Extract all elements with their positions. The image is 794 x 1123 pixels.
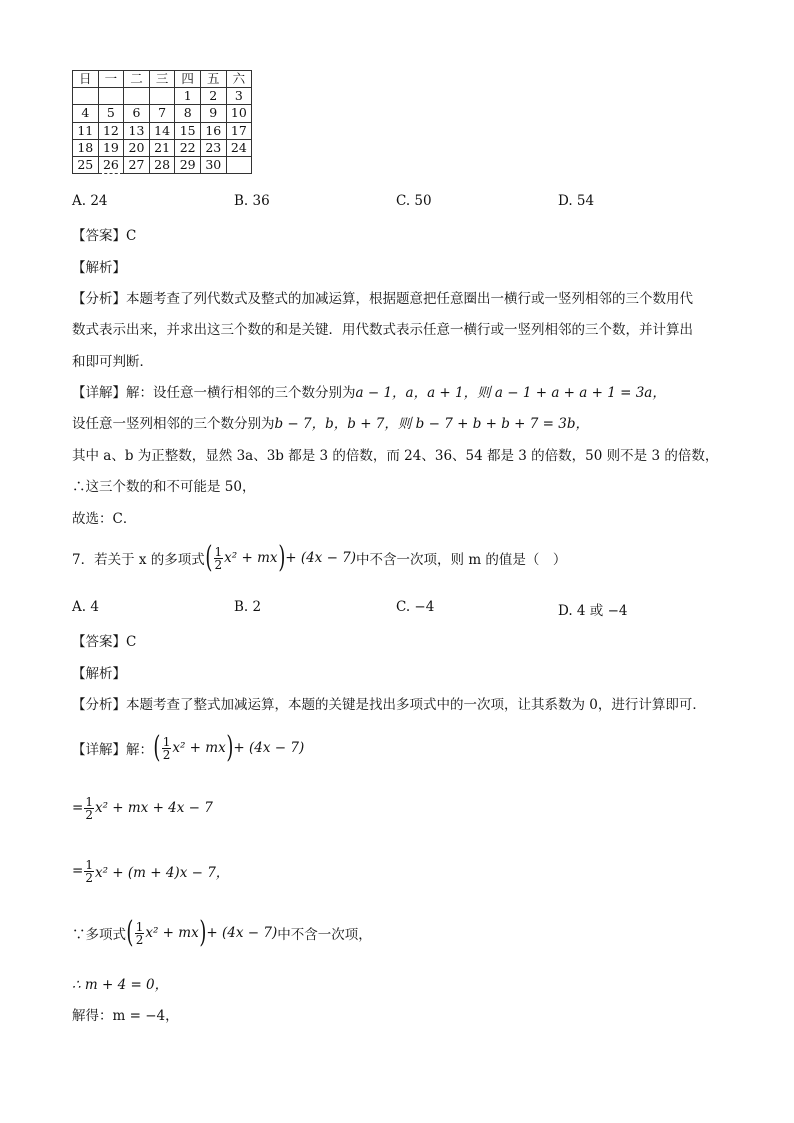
poly-part: x² + mx [145, 925, 199, 941]
fraction-denominator: 2 [135, 932, 144, 947]
calendar-cell: 17 [226, 122, 252, 139]
fenxi-tag: 【分析】 [72, 697, 126, 713]
calendar-cell: 9 [200, 105, 226, 122]
q6-fenxi-line-2: 数式表示出来，并求出这三个数的和是关键．用代数式表示任意一横行或一竖列相邻的三个数，并计算出 [72, 322, 693, 338]
solve-text: 解得：m = −4， [72, 1008, 179, 1024]
calendar-row [73, 122, 252, 139]
fraction-half [135, 921, 145, 946]
answer-value: C [126, 228, 137, 244]
q6-option-b: B. 36 [234, 193, 270, 209]
calendar-cell: 30 [200, 156, 226, 173]
q7-detail-step-1 [72, 790, 213, 826]
calendar-cell: 28 [149, 156, 175, 173]
detail-text: 解：设任意一横行相邻的三个数分别为 [126, 385, 356, 401]
calendar-cell: 10 [226, 105, 252, 122]
calendar-cell: 27 [124, 156, 150, 173]
equals-sign: = [72, 863, 84, 879]
calendar-cell: 2 [200, 88, 226, 105]
calendar-cell: 3 [226, 88, 252, 105]
calendar-cell: 16 [200, 122, 226, 139]
q6-detail-line-1 [72, 381, 666, 401]
left-paren: ( [205, 540, 213, 575]
right-paren: ) [226, 730, 234, 765]
q7-option-b: B. 2 [234, 599, 262, 615]
fenxi-tag: 【分析】 [72, 291, 126, 307]
calendar-header-row [73, 71, 252, 88]
calendar-cell: 29 [175, 156, 201, 173]
q7-answer-line [72, 630, 136, 650]
fraction-denominator: 2 [214, 557, 223, 572]
fraction-half [162, 736, 172, 761]
calendar-cell: 7 [149, 105, 175, 122]
calendar-header-cell: 五 [200, 71, 226, 88]
because-tail: 中不含一次项， [277, 927, 372, 943]
fraction-denominator: 2 [85, 807, 93, 822]
calendar-header-cell: 六 [226, 71, 252, 88]
detail-lead: 解： [126, 742, 153, 758]
fenxi-text: 本题考查了整式加减运算，本题的关键是找出多项式中的一次项，让其系数为 0，进行计算即可． [126, 697, 706, 713]
calendar-header-cell: 三 [149, 71, 175, 88]
answer-value: C [126, 634, 137, 650]
q7-detail-step-2 [72, 853, 229, 889]
linear-part: + (4x − 7) [285, 550, 357, 566]
detail-math: b − 7，b，b + 7，则 b − 7 + b + b + 7 = 3b， [274, 416, 589, 432]
calendar-cell [124, 88, 150, 105]
left-paren: ( [126, 915, 134, 950]
calendar-cell: 15 [175, 122, 201, 139]
answer-tag: 【答案】 [72, 228, 126, 244]
calendar-cell: 11 [73, 122, 99, 139]
fraction-numerator: 1 [135, 919, 144, 934]
calendar-cell-circled: 19 [98, 139, 124, 156]
q7-stem [72, 538, 566, 578]
calendar-cell: 1 [175, 88, 201, 105]
q6-detail-line-2 [72, 412, 589, 432]
poly-part: x² + mx [224, 550, 278, 566]
detail-text: 设任意一竖列相邻的三个数分别为 [72, 416, 275, 432]
calendar-cell: 6 [124, 105, 150, 122]
left-paren: ( [153, 730, 161, 765]
fenxi-text: 本题考查了列代数式及整式的加减运算，根据题意把任意圈出一横行或一竖列相邻的三个数用代 [126, 291, 693, 307]
q6-detail-line-3: 其中 a、b 为正整数，显然 3a、3b 都是 3 的倍数，而 24、36、54 都是 3 的倍数，50 则不是 3 的倍数， [72, 448, 719, 464]
calendar-header-cell: 日 [73, 71, 99, 88]
q7-option-c: C. −4 [396, 599, 435, 615]
calendar-header-cell: 二 [124, 71, 150, 88]
q6-detail-line-5: 故选：C． [72, 511, 137, 527]
step-expression: x² + (m + 4)x − 7， [94, 865, 230, 881]
right-paren: ) [199, 915, 207, 950]
calendar-cell: 14 [149, 122, 175, 139]
q7-stem-text: 7．若关于 x 的多项式 [72, 552, 205, 568]
calendar-row [73, 105, 252, 122]
linear-part: + (4x − 7) [206, 925, 278, 941]
fraction-numerator: 1 [85, 857, 93, 872]
fraction-half [84, 796, 94, 821]
q6-answer-line [72, 224, 136, 244]
calendar-row [73, 156, 252, 173]
q6-option-a: A. 24 [72, 193, 108, 209]
q6-option-d: D. 54 [558, 193, 595, 209]
equals-sign: = [72, 800, 84, 816]
q6-option-c: C. 50 [396, 193, 432, 209]
q6-detail-line-4: ∴这三个数的和不可能是 50， [72, 479, 256, 495]
calendar-header-cell: 四 [175, 71, 201, 88]
linear-part: + (4x − 7) [233, 740, 305, 756]
calendar-cell: 18 [73, 139, 99, 156]
calendar-cell: 21 [149, 139, 175, 156]
right-paren: ) [277, 540, 285, 575]
calendar-cell: 22 [175, 139, 201, 156]
calendar-table [72, 70, 252, 174]
calendar-cell [98, 88, 124, 105]
fraction-half [214, 546, 224, 571]
q7-analysis-tag: 【解析】 [72, 666, 126, 682]
fraction-numerator: 1 [85, 794, 93, 809]
q6-analysis-tag: 【解析】 [72, 260, 126, 276]
calendar-header-cell: 一 [98, 71, 124, 88]
fraction-denominator: 2 [85, 870, 93, 885]
answer-tag: 【答案】 [72, 634, 126, 650]
calendar-row [73, 139, 252, 156]
q6-fenxi-line-1 [72, 287, 693, 307]
calendar-cell [149, 88, 175, 105]
poly-part: x² + mx [172, 740, 226, 756]
calendar-cell [226, 156, 252, 173]
calendar-cell: 4 [73, 105, 99, 122]
calendar-cell: 24 [226, 139, 252, 156]
fraction-numerator: 1 [214, 544, 223, 559]
calendar-cell: 8 [175, 105, 201, 122]
detail-tag: 【详解】 [72, 742, 126, 758]
q7-fenxi-line [72, 693, 706, 713]
calendar-cell-circled: 12 [98, 122, 124, 139]
q7-because-line [72, 913, 372, 953]
detail-math: a − 1，a，a + 1，则 a − 1 + a + a + 1 = 3a， [355, 385, 666, 401]
calendar-cell: 23 [200, 139, 226, 156]
calendar-row [73, 88, 252, 105]
q7-detail-line-1 [72, 728, 304, 768]
because-text: ∵多项式 [72, 927, 126, 943]
detail-tag: 【详解】 [72, 385, 126, 401]
q7-solve-line [72, 1004, 179, 1024]
q6-fenxi-line-3: 和即可判断． [72, 354, 153, 370]
step-expression: x² + mx + 4x − 7 [94, 800, 213, 816]
therefore-text: ∴ m + 4 = 0， [72, 977, 169, 993]
calendar-cell: 20 [124, 139, 150, 156]
calendar-cell: 13 [124, 122, 150, 139]
fraction-denominator: 2 [162, 747, 171, 762]
calendar-cell: 25 [73, 156, 99, 173]
q7-option-a: A. 4 [72, 599, 99, 615]
q7-stem-tail: 中不含一次项，则 m 的值是（ ） [356, 552, 567, 568]
calendar-cell [73, 88, 99, 105]
fraction-numerator: 1 [162, 734, 171, 749]
fraction-half [84, 859, 94, 884]
q7-option-d: D. 4 或 −4 [558, 603, 628, 619]
calendar-cell-circled: 26 [98, 156, 124, 173]
q7-therefore-line [72, 973, 168, 993]
calendar-cell: 5 [98, 105, 124, 122]
